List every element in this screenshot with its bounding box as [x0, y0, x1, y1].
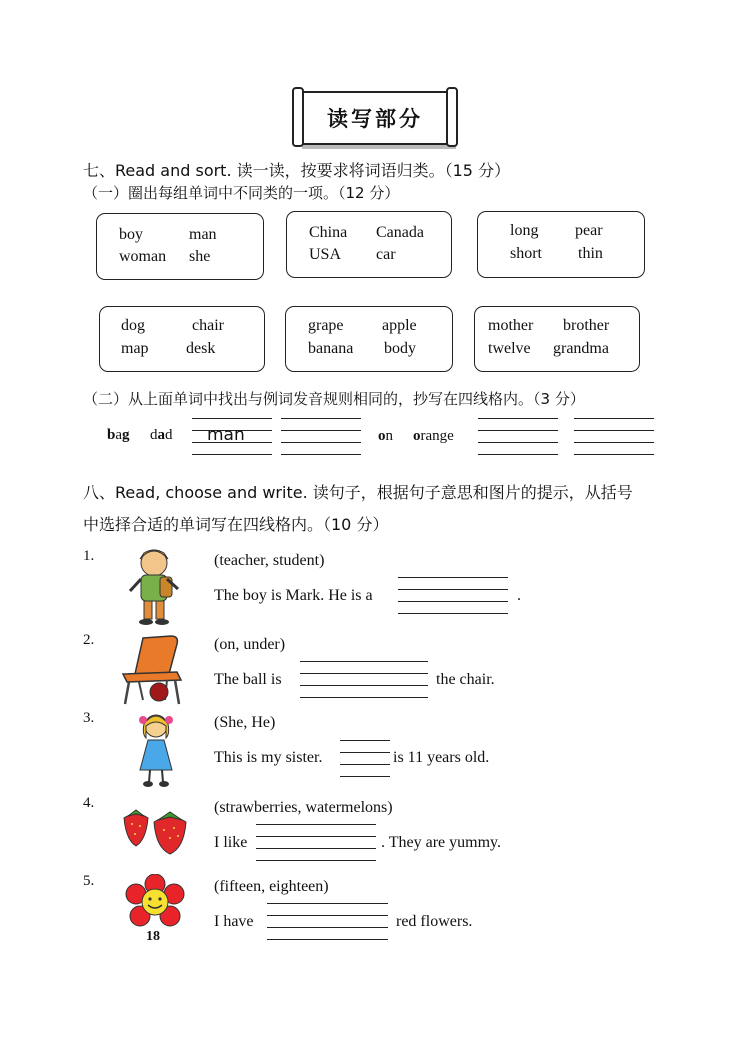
section7-part2: （二）从上面单词中找出与例词发音规则相同的，抄写在四线格内。（3 分）	[83, 390, 585, 408]
section7-part1: （一）圈出每组单词中不同类的一项。（12 分）	[83, 184, 400, 202]
strawberries-icon	[120, 806, 190, 856]
section7-heading: 七、Read and sort. 读一读，按要求将词语归类。（15 分）	[83, 161, 511, 180]
sentence-after: .	[517, 587, 521, 604]
section-title: 读写部分	[327, 106, 423, 131]
word-group-2	[286, 211, 452, 278]
answer-options: (fifteen, eighteen)	[214, 878, 329, 895]
word[interactable]: man	[189, 226, 217, 243]
example-word-bag: bag	[107, 427, 130, 443]
sentence-after: the chair.	[436, 671, 495, 688]
boy-student-icon	[124, 545, 184, 627]
answer-options: (teacher, student)	[214, 552, 325, 569]
section8-heading: 八、Read, choose and write. 读句子，根据句子意思和图片的提示，从括号	[83, 483, 633, 502]
answer-options: (on, under)	[214, 636, 286, 653]
sample-answer: man	[207, 425, 245, 445]
section8-heading-line2: 中选择合适的单词写在四线格内。（10 分）	[83, 515, 389, 534]
word-group-3	[477, 211, 645, 278]
example-word-dad: dad	[150, 427, 173, 443]
word[interactable]: Canada	[376, 224, 424, 241]
answer-grid-4[interactable]	[256, 824, 376, 860]
girl-sister-icon	[136, 712, 176, 788]
word[interactable]: twelve	[488, 340, 531, 357]
word[interactable]: woman	[119, 248, 167, 265]
word[interactable]: thin	[578, 245, 603, 262]
word[interactable]: dog	[121, 317, 145, 334]
word[interactable]: map	[121, 340, 149, 357]
sentence-before: The boy is Mark. He is a	[214, 587, 373, 604]
sentence-before: I like	[214, 834, 248, 851]
word[interactable]: body	[384, 340, 416, 357]
question-number: 4.	[83, 795, 95, 811]
word[interactable]: boy	[119, 226, 143, 243]
example-word-orange: orange	[413, 428, 454, 444]
smiling-flower-icon	[124, 874, 186, 930]
answer-grid-3[interactable]	[340, 740, 390, 776]
word[interactable]: chair	[192, 317, 224, 334]
word[interactable]: brother	[563, 317, 610, 334]
answer-grid-1[interactable]	[398, 577, 508, 613]
section-title-banner	[298, 91, 452, 145]
word-group-1	[96, 213, 264, 280]
word[interactable]: short	[510, 245, 542, 262]
word[interactable]: she	[189, 248, 211, 265]
word[interactable]: banana	[308, 340, 354, 357]
sentence-before: The ball is	[214, 671, 282, 688]
word-group-4	[99, 306, 265, 372]
flower-number: 18	[146, 929, 160, 944]
answer-options: (She, He)	[214, 714, 276, 731]
word[interactable]: USA	[309, 246, 342, 263]
sentence-before: I have	[214, 913, 254, 930]
word[interactable]: grandma	[553, 340, 609, 357]
sentence-before: This is my sister.	[214, 749, 323, 766]
word[interactable]: pear	[575, 222, 603, 239]
answer-grid-2[interactable]	[300, 661, 428, 697]
answer-grid-5[interactable]	[267, 903, 388, 939]
question-number: 5.	[83, 873, 95, 889]
chair-with-ball-icon	[117, 634, 189, 706]
question-number: 3.	[83, 710, 95, 726]
word[interactable]: desk	[186, 340, 216, 357]
word[interactable]: mother	[488, 317, 534, 334]
sentence-after: is 11 years old.	[393, 749, 490, 766]
word[interactable]: grape	[308, 317, 344, 334]
word[interactable]: car	[376, 246, 396, 263]
question-number: 2.	[83, 632, 95, 648]
word-group-5	[285, 306, 453, 372]
word[interactable]: apple	[382, 317, 417, 334]
sentence-after: red flowers.	[396, 913, 473, 930]
word-group-6	[474, 306, 640, 372]
sentence-after: . They are yummy.	[381, 834, 501, 851]
word[interactable]: long	[510, 222, 539, 239]
word[interactable]: China	[309, 224, 348, 241]
question-number: 1.	[83, 548, 95, 564]
answer-options: (strawberries, watermelons)	[214, 799, 393, 816]
example-word-on: on	[378, 428, 393, 444]
four-line-grid-2[interactable]	[281, 418, 361, 454]
four-line-grid-3[interactable]	[478, 418, 558, 454]
four-line-grid-4[interactable]	[574, 418, 654, 454]
